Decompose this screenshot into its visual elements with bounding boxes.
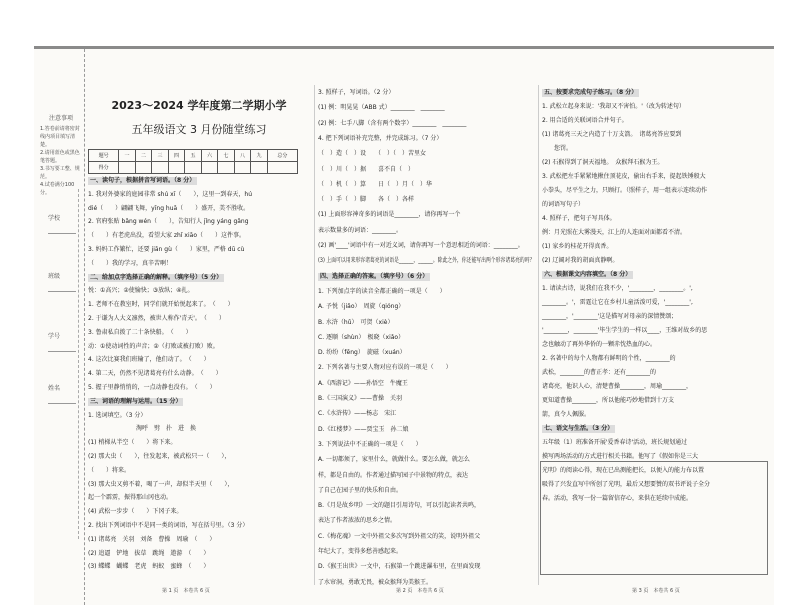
- score-cell: 四: [168, 150, 185, 162]
- notice-line: 4.试卷满分100分。: [40, 182, 75, 196]
- question-line: 3. 鲁肃私自拨了二十条快船。 （ ）: [88, 328, 192, 336]
- question-line: 武松，________的曹正孝：还有________的: [542, 369, 657, 376]
- question-line: ________。'，雷霆让它在乡村儿童活泼可爱，'________',: [542, 299, 693, 306]
- question-line: (1) 诸葛亮三天之内造了十万支箭。 诸葛亮答应要到: [542, 131, 682, 138]
- score-cell: 五: [185, 150, 202, 162]
- question-line: 光明》的阅读心得，现在已出测能把长，以便入的能力布以置: [542, 467, 705, 474]
- question-line: 例：月光照在大雾漫天，江上的人连面对面都看不清。: [542, 229, 687, 236]
- score-input-cell[interactable]: [201, 162, 218, 174]
- column-divider: [314, 85, 315, 585]
- question-line: 1. 选词填空。（3 分）: [88, 411, 147, 419]
- question-line: 1. 我对外婆家的庭园非常 shú xī（ ），这里一到春天，hú: [88, 190, 253, 198]
- question-line: 念也触动了再外华侨的一颗赤忱热血的心。: [542, 341, 657, 348]
- field-name-line[interactable]: [48, 403, 76, 404]
- score-input-cell[interactable]: [185, 162, 202, 174]
- question-line: A.《西游记》——孙悟空 牛魔王: [318, 379, 408, 387]
- score-input-cell[interactable]: [168, 162, 185, 174]
- field-school-label: 学校: [48, 215, 61, 222]
- question-line: (1) 上面形容神奇多的词语是________，请你再写一个: [318, 211, 461, 219]
- question-line: 悦：①高兴；②使愉快；③放纵；④扎。: [88, 287, 194, 295]
- exam-subtitle: 五年级语文 3 月份随堂练习: [131, 123, 267, 136]
- question-line: (2) 追逼 铲地 拔草 跳绳 遨游 （ ）: [88, 549, 210, 557]
- question-line: B.《月是故乡明》一文的题目引用诗句，可以引起读者共鸣，: [318, 502, 481, 510]
- score-input-cell[interactable]: [251, 162, 268, 174]
- question-line: 箭，真令人佩服。: [542, 411, 591, 418]
- question-line: （ ）我的学习，真辛苦啊！: [88, 259, 173, 267]
- question-line: 表示数量多的词语：________。: [318, 226, 403, 234]
- question-line: 3. 照样子，写词语。（2 分）: [318, 89, 395, 96]
- question-line: (3) 上面可以用来形容诸葛亮的词语是______，______。除此之外，你还能写出两个形容诸葛亮的吗？: [318, 257, 535, 265]
- field-number-label: 学号: [48, 333, 61, 340]
- question-line: 的词语写句子）: [542, 201, 585, 208]
- field-name-label: 姓名: [48, 385, 61, 392]
- score-input-cell[interactable]: [218, 162, 235, 174]
- question-line: （ ）造（ ）设 （ ）（ ）苦里女: [318, 150, 427, 158]
- score-cell: 七: [218, 150, 235, 162]
- page-3-column: [540, 49, 768, 605]
- question-line: (1) 诸葛亮 关羽 刘备 曹操 周瑜 （ ）: [88, 535, 216, 543]
- score-label-cell: 得分: [89, 162, 119, 174]
- question-line: 春。活动，我写一份一篇留信存心，来供在延续中成能。: [542, 495, 693, 502]
- question-line: 2. 用合适的关联词语合并句子。: [542, 117, 628, 124]
- question-line: A. 一切都须了，家里什么，就做什么。要怎么做，就怎么: [318, 456, 470, 464]
- question-line: 2. 官府张贴 bǎng wén（ ），告知行人 jǐng yáng gǎng: [88, 218, 249, 226]
- question-line: （ ）有老虎出没，看望大家 zhǐ xiāo（ ）这件事。: [88, 232, 246, 240]
- section-heading: 四、选择正确的答案。（填序号）（6 分）: [320, 272, 429, 280]
- field-class-line[interactable]: [48, 291, 76, 292]
- notice-line: 2.请用蓝色或黑色笔答题。: [40, 150, 80, 164]
- question-line: （ ）川（ ）据 喜不自（ ）: [318, 165, 415, 173]
- question-line: 您罚。: [542, 145, 573, 152]
- question-line: 2. 下列名著与主要人物对应有误的一项是（ ）: [318, 364, 452, 372]
- question-line: 1. 老师不在教室时，同学们就开始悦起来了。 （ ）: [88, 301, 234, 309]
- field-class-label: 班级: [48, 273, 61, 280]
- page-footer: 第 3 页 本卷共 6 页: [632, 588, 680, 594]
- column-divider: [538, 85, 539, 585]
- question-line: (2) 例：七手八脚（含有两个数字）________ ________: [318, 119, 467, 127]
- question-line: 吸得了兴发直写中所创了光明，最后又想要赞的双书评说子全分: [542, 481, 711, 488]
- question-line: D. 纷纷（fēng） 旋磁（xuán）: [318, 349, 406, 357]
- question-line: 诸葛亮，他识人心，清楚曹操________，周瑜________，: [542, 383, 693, 390]
- score-input-cell[interactable]: [234, 162, 251, 174]
- score-value-row: [89, 162, 298, 174]
- question-line: 小拳头，尽平生之力，只顾打。（照样子，用一组表示连续动作: [542, 187, 708, 194]
- question-line: 3. 武松把左手紧紧地揪住顶花皮，偷出右手来，提起铁锤般大: [542, 173, 706, 180]
- question-line: 了自己在园子里的快乐和自由。: [318, 486, 403, 494]
- question-line: (1) 家乡的桂花开得真香。: [542, 243, 613, 250]
- score-table: [88, 149, 298, 174]
- question-line: B.《三国演义》——曹操 关羽: [318, 395, 403, 402]
- question-line: 样，都是自由的。作者通过描写园子中景物的特点，表达: [318, 471, 469, 479]
- notice-line: 3.书写要工整、规范。: [40, 166, 80, 180]
- score-input-cell[interactable]: [119, 162, 136, 174]
- question-line: 了水帘洞，勇敢无畏，被众猴拜为美猴王。: [318, 578, 433, 586]
- question-line: 2. 于谦为人大义凛然，被世人称作'青天'。 （ ）: [88, 315, 225, 322]
- question-line: 3. 下列说法中不正确的一项是（ ）: [318, 440, 422, 448]
- question-line: 摸写两场活动的方式进行相关书籍。他写了《假如你是三大: [542, 453, 699, 460]
- question-line: '________，________'毕生学生的一样以____，王维对故乡的思: [542, 327, 708, 334]
- score-cell: 题号: [89, 150, 119, 162]
- exam-title: 2023～2024 学年度第二学期小学: [111, 99, 287, 112]
- question-line: (1) 梢梯从半空（ ）将下来。: [88, 439, 177, 447]
- question-line: 3. 妈妈工作繁忙，还要 jiān gù（ ）家里，严格 dū cù: [88, 246, 245, 253]
- question-line: C.《水浒传》——杨志 宋江: [318, 410, 397, 418]
- cut-line: [78, 189, 79, 539]
- score-header-row: [89, 150, 298, 162]
- section-heading: 二、给加点字选择正确的解释。（填序号）（5 分）: [90, 273, 223, 281]
- question-line: 1. 请读古诗，说我们在我不少，'________，________。',: [542, 285, 693, 292]
- question-line: (2) 石猴得到了洞天福地。 众猴拜石猴为王。: [542, 159, 664, 166]
- question-line: 1. 武松立起身来说：'我却又不害怕。'（改为转述句）: [542, 103, 685, 110]
- question-line: (2) 画'____'词语中有一对近义词，请你再写一个意思相近的词语：________。: [318, 242, 524, 249]
- question-line: （ ）手（ ）脚 各（ ）各样: [318, 196, 415, 204]
- section-heading: 五、按要求完成句子练习。（8 分）: [544, 89, 638, 96]
- section-heading: 一、读句子，根据拼音写词语。（8 分）: [90, 177, 196, 184]
- score-cell: 一: [119, 150, 136, 162]
- question-line: （ ）将来。: [88, 466, 131, 474]
- question-line: 五年级（1）班准备开展'爱香春诗'活动，班长规划通过: [542, 439, 688, 446]
- question-line: 动：①使动词性的声音；②（打败或被打败）败。: [88, 342, 219, 350]
- section-heading: 六、根据课文内容填空。（8 分）: [544, 271, 632, 278]
- score-cell: 总分: [267, 150, 297, 162]
- question-line: 5. 握子里静悄悄的，一点动静也没有。 （ ）: [88, 384, 216, 391]
- question-line: C.《梅花魂》一文中外祖父多次写到外祖父的笑，说明外祖父: [318, 532, 481, 540]
- question-line: 4. 第二天，仍然不见诸葛亮有什么动静。 （ ）: [88, 370, 222, 378]
- field-school-line[interactable]: [48, 233, 76, 234]
- question-line: dié（ ）翩翩飞舞，yīng huā（ ）盛开，美不胜收。: [88, 204, 250, 212]
- question-line: 表达了作者浓浓的思乡之情。: [318, 517, 397, 525]
- question-line: D.《猴王出世》一文中，石猴第一个跳进瀑布里，在里面发现: [318, 563, 481, 571]
- score-cell: 二: [135, 150, 152, 162]
- question-line: C. 逐顺（shùn） 极晓（xiǎo）: [318, 333, 405, 341]
- page-2-column: [316, 49, 536, 605]
- question-line: 起一个霹雳，振得那山冈也动。: [88, 494, 173, 502]
- score-input-cell[interactable]: [152, 162, 169, 174]
- question-line: 更知道曹操________，所以他能巧妙地借到十万支: [542, 397, 675, 404]
- score-cell: 三: [152, 150, 169, 162]
- question-line: 年纪大了，变得多愁善感起来。: [318, 548, 403, 555]
- question-line: B. 水浒（hǔ） 可贺（xiè）: [318, 318, 394, 326]
- question-line: 1. 下列加点字的读音全都正确的一项是（ ）: [318, 287, 446, 295]
- question-line: ________，'________'这是描写对母亲的深情赞颂；: [542, 313, 678, 320]
- score-input-cell[interactable]: [135, 162, 152, 174]
- question-line: (4) 武松一步步（ ）下冈子来。: [88, 508, 183, 516]
- question-line: 2. 找出下列词语中不是同一类的词语，写在括号里。（3 分）: [88, 522, 249, 529]
- question-line: 淘呼 劈 扑 进 换: [88, 425, 197, 433]
- score-input-cell[interactable]: [267, 162, 297, 174]
- question-line: (1) 例：明晃晃（ABB 式）________ ________: [318, 104, 445, 112]
- question-line: 4. 这次比赛我们班输了，他们动了。 （ ）: [88, 356, 210, 364]
- page-footer: 第 2 页 本卷共 6 页: [396, 588, 444, 594]
- question-line: 4. 照样子，把句子写具体。: [542, 215, 616, 222]
- section-heading: 三、词语的理解与运用。（15 分）: [90, 397, 182, 405]
- section-heading: 七、语文与生活。（3 分）: [544, 425, 614, 432]
- question-line: 4. 把下列词语补充完整，并完成练习。（7 分）: [318, 134, 443, 142]
- question-line: (3) 蝶蝶 蝴蝶 老虎 蚂蚁 蜜蜂 （ ）: [88, 563, 210, 571]
- question-line: 2. 名著中的每个人物都有鲜明的个性，________的: [542, 355, 676, 362]
- exam-paper: [34, 46, 774, 605]
- score-cell: 九: [251, 150, 268, 162]
- page-footer: 第 1 页 本卷共 6 页: [162, 588, 210, 594]
- field-number-line[interactable]: [48, 351, 76, 352]
- composition-box: [540, 461, 768, 575]
- score-cell: 六: [201, 150, 218, 162]
- question-line: A. 予悦（jiǎo） 周旋（qióng）: [318, 303, 405, 311]
- question-line: (2) 那大虫（ ），往发起来，被武松只一（ ），: [88, 453, 231, 460]
- question-line: (3) 那大虫又剪不着，喝了一声，却似半天里（ ），: [88, 480, 234, 488]
- question-line: (2) 辽阔对我的胡面真静啊。: [542, 257, 619, 264]
- notice-block: [40, 115, 82, 197]
- question-line: D.《红楼梦》——贾宝玉 孙二娘: [318, 425, 409, 433]
- question-line: （ ）机（ ）算 日（ ）月（ ）华: [318, 180, 433, 188]
- score-cell: 八: [234, 150, 251, 162]
- notice-line: 1.答卷前请将密封线内项目填写清楚。: [40, 126, 80, 148]
- notice-title: 注意事项: [48, 115, 73, 122]
- page-1-column: [86, 49, 312, 605]
